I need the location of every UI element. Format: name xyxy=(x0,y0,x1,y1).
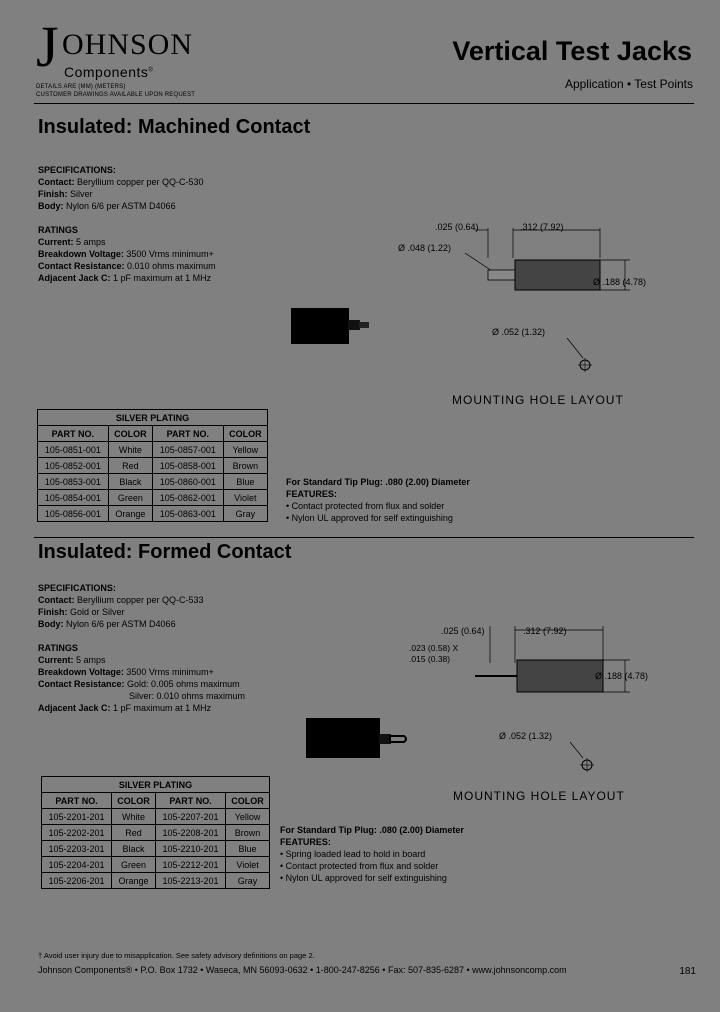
rating-line xyxy=(38,260,216,272)
rating-label: Contact Resistance: xyxy=(38,261,125,271)
features-heading: FEATURES: xyxy=(286,489,337,499)
color: Blue xyxy=(223,474,267,490)
page-subtitle: Application • Test Points xyxy=(564,77,693,91)
rating-value: 5 amps xyxy=(76,237,106,247)
table-header: PART NO. xyxy=(38,426,109,442)
spec-line xyxy=(38,188,216,200)
color: Yellow xyxy=(223,442,267,458)
color: Black xyxy=(112,841,156,857)
spec-line xyxy=(38,200,216,212)
features-heading: FEATURES: xyxy=(280,837,331,847)
part-number: 105-0856-001 xyxy=(38,506,109,522)
part-number: 105-0857-001 xyxy=(152,442,223,458)
part-number: 105-2213-201 xyxy=(155,873,225,889)
part-number: 105-2206-201 xyxy=(42,873,112,889)
spec-line xyxy=(38,594,245,606)
table-header: COLOR xyxy=(108,426,152,442)
section1-features xyxy=(286,476,470,524)
spec-label: Finish: xyxy=(38,607,68,617)
logo-wordmark: OHNSON xyxy=(62,28,194,61)
dim-label: .015 (0.38) xyxy=(409,654,451,664)
rating-value: 3500 Vrms minimum+ xyxy=(126,249,214,259)
page-title: Vertical Test Jacks xyxy=(452,36,692,66)
table-row xyxy=(42,857,270,873)
rating-label: Adjacent Jack C: xyxy=(38,273,111,283)
table-row xyxy=(38,458,268,474)
logo-letter-j: J xyxy=(36,14,59,79)
dim-label: Ø .188 (4.78) xyxy=(595,671,649,681)
rating-value: 0.010 ohms maximum xyxy=(127,261,216,271)
section2-parts-table xyxy=(41,776,270,889)
table-row xyxy=(42,841,270,857)
part-number: 105-2208-201 xyxy=(155,825,225,841)
spec-value: Nylon 6/6 per ASTM D4066 xyxy=(66,619,176,629)
rating-label: Contact Resistance: xyxy=(38,679,125,689)
spec-value: Beryllium copper per QQ-C-530 xyxy=(77,177,204,187)
table-caption: SILVER PLATING xyxy=(38,410,268,426)
table-header: COLOR xyxy=(223,426,267,442)
jack-body xyxy=(306,718,380,758)
logo-tm: ® xyxy=(148,67,154,74)
color: Blue xyxy=(226,841,270,857)
feature-item: • Contact protected from flux and solder xyxy=(286,501,445,511)
part-number: 105-0860-001 xyxy=(152,474,223,490)
table-header: PART NO. xyxy=(155,793,225,809)
color: White xyxy=(112,809,156,825)
section1-title: Insulated: Machined Contact xyxy=(38,116,311,138)
feature-item: • Spring loaded lead to hold in board xyxy=(280,849,426,859)
table-row xyxy=(38,442,268,458)
rating-line xyxy=(38,272,216,284)
safety-note: † Avoid user injury due to misapplication. See safety advisory definitions on page 2. xyxy=(38,951,315,960)
rating-line xyxy=(38,702,245,714)
color: Violet xyxy=(223,490,267,506)
part-number: 105-0858-001 xyxy=(152,458,223,474)
ratings-heading: RATINGS xyxy=(38,225,78,235)
rating-line xyxy=(38,654,245,666)
tip-plug-note: For Standard Tip Plug: .080 (2.00) Diameter xyxy=(280,825,464,835)
dim-label: .312 (7.92) xyxy=(520,222,564,232)
color: Orange xyxy=(108,506,152,522)
spec-label: Body: xyxy=(38,619,64,629)
spec-value: Gold or Silver xyxy=(70,607,125,617)
rating-line xyxy=(38,236,216,248)
color: Green xyxy=(108,490,152,506)
section1-jack-photo xyxy=(288,306,372,346)
spec-line xyxy=(38,618,245,630)
section1-mount-label: MOUNTING HOLE LAYOUT xyxy=(452,393,624,407)
spec-value: Nylon 6/6 per ASTM D4066 xyxy=(66,201,176,211)
dim-label: Ø .188 (4.78) xyxy=(593,277,647,287)
part-number: 105-2207-201 xyxy=(155,809,225,825)
rating-value: 3500 Vrms minimum+ xyxy=(126,667,214,677)
tip-plug-note: For Standard Tip Plug: .080 (2.00) Diameter xyxy=(286,477,470,487)
color: White xyxy=(108,442,152,458)
dim-label: .025 (0.64) xyxy=(435,222,479,232)
color: Gray xyxy=(226,873,270,889)
dim-label: Ø .052 (1.32) xyxy=(492,327,546,337)
dim-label: Ø .052 (1.32) xyxy=(499,731,553,741)
color: Yellow xyxy=(226,809,270,825)
jack-sleeve xyxy=(515,260,600,290)
rating-label: Breakdown Voltage: xyxy=(38,249,124,259)
spec-line xyxy=(38,606,245,618)
rating-line xyxy=(38,248,216,260)
section2-specs xyxy=(38,582,245,714)
spec-value: Silver xyxy=(70,189,93,199)
part-number: 105-2204-201 xyxy=(42,857,112,873)
logo-subtitle xyxy=(64,64,153,80)
color: Red xyxy=(112,825,156,841)
spec-label: Contact: xyxy=(38,177,75,187)
rating-line xyxy=(38,678,245,690)
color: Violet xyxy=(226,857,270,873)
table-row xyxy=(42,873,270,889)
footer-address: Johnson Components® • P.O. Box 1732 • Waseca, MN 56093-0632 • 1-800-247-8256 • Fax: 507-835-6287 • www.johnsoncomp.com xyxy=(38,965,567,975)
feature-item: • Nylon UL approved for self extinguishing xyxy=(286,513,453,523)
color: Black xyxy=(108,474,152,490)
part-number: 105-2210-201 xyxy=(155,841,225,857)
spec-label: Contact: xyxy=(38,595,75,605)
table-header: COLOR xyxy=(112,793,156,809)
color: Green xyxy=(112,857,156,873)
rating-line xyxy=(38,690,245,702)
dim-label: .312 (7.92) xyxy=(523,626,567,636)
part-number: 105-0863-001 xyxy=(152,506,223,522)
section1-specs xyxy=(38,164,216,284)
spec-heading: SPECIFICATIONS: xyxy=(38,165,116,175)
rating-value: Silver: 0.010 ohms maximum xyxy=(129,691,246,701)
rating-line xyxy=(38,666,245,678)
part-number: 105-0854-001 xyxy=(38,490,109,506)
table-header: COLOR xyxy=(226,793,270,809)
header-note-2: CUSTOMER DRAWINGS AVAILABLE UPON REQUEST xyxy=(36,92,196,98)
jack-sleeve xyxy=(517,660,603,692)
ratings-heading: RATINGS xyxy=(38,643,78,653)
part-number: 105-0852-001 xyxy=(38,458,109,474)
part-number: 105-0862-001 xyxy=(152,490,223,506)
rating-value: 1 pF maximum at 1 MHz xyxy=(113,273,212,283)
dim-label: .023 (0.58) X xyxy=(409,643,459,653)
part-number: 105-2212-201 xyxy=(155,857,225,873)
color: Brown xyxy=(223,458,267,474)
color: Orange xyxy=(112,873,156,889)
rating-label: Current: xyxy=(38,237,74,247)
spec-line xyxy=(38,176,216,188)
part-number: 105-2201-201 xyxy=(42,809,112,825)
table-caption: SILVER PLATING xyxy=(42,777,270,793)
spec-label: Body: xyxy=(38,201,64,211)
feature-item: • Contact protected from flux and solder xyxy=(280,861,439,871)
rating-value: Gold: 0.005 ohms maximum xyxy=(127,679,240,689)
part-number: 105-0853-001 xyxy=(38,474,109,490)
jack-body xyxy=(291,308,349,344)
table-row xyxy=(38,506,268,522)
rating-label: Current: xyxy=(38,655,74,665)
color: Brown xyxy=(226,825,270,841)
spec-label: Finish: xyxy=(38,189,68,199)
dim-label: Ø .048 (1.22) xyxy=(398,243,452,253)
rating-value: 1 pF maximum at 1 MHz xyxy=(113,703,212,713)
section2-dimension-drawing xyxy=(395,618,695,783)
table-row xyxy=(42,825,270,841)
table-row xyxy=(38,490,268,506)
dim-label: .025 (0.64) xyxy=(441,626,485,636)
part-number: 105-0851-001 xyxy=(38,442,109,458)
color: Gray xyxy=(223,506,267,522)
page-number: 181 xyxy=(679,966,696,977)
rating-label: Adjacent Jack C: xyxy=(38,703,111,713)
section2-mount-label: MOUNTING HOLE LAYOUT xyxy=(453,789,625,803)
header-note-1: DETAILS ARE (MM) (METERS) xyxy=(36,84,126,90)
table-header: PART NO. xyxy=(152,426,223,442)
spec-heading: SPECIFICATIONS: xyxy=(38,583,116,593)
rating-value: 5 amps xyxy=(76,655,106,665)
header-rule xyxy=(34,103,694,104)
feature-item: • Nylon UL approved for self extinguishing xyxy=(280,873,447,883)
jack-pin xyxy=(488,270,516,280)
table-row xyxy=(38,474,268,490)
part-number: 105-2202-201 xyxy=(42,825,112,841)
section1-dimension-drawing xyxy=(395,218,695,378)
color: Red xyxy=(108,458,152,474)
section1-parts-table xyxy=(37,409,268,522)
section2-features xyxy=(280,824,464,884)
jack-collar xyxy=(348,320,360,330)
rating-label: Breakdown Voltage: xyxy=(38,667,124,677)
section2-title: Insulated: Formed Contact xyxy=(38,541,292,563)
table-row xyxy=(42,809,270,825)
part-number: 105-2203-201 xyxy=(42,841,112,857)
logo-subtitle-text: Components xyxy=(64,64,149,80)
section-divider xyxy=(34,537,694,538)
table-header: PART NO. xyxy=(42,793,112,809)
spec-value: Beryllium copper per QQ-C-533 xyxy=(77,595,204,605)
jack-tail xyxy=(359,322,369,328)
